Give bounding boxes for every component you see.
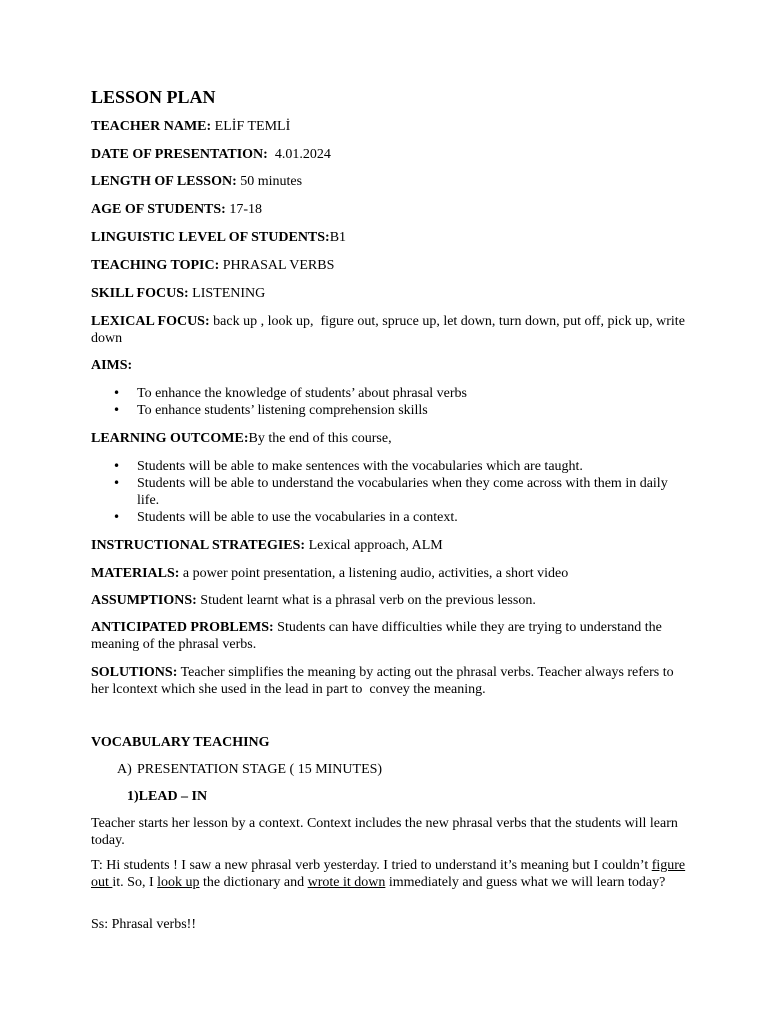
list-item: • Students will be able to make sentences with the vocabularies which are taught. xyxy=(91,458,688,475)
date-value: 4.01.2024 xyxy=(267,147,331,162)
solutions-label: SOLUTIONS: xyxy=(91,665,178,680)
date-row xyxy=(91,146,688,163)
solutions-value: Teacher simplifies the meaning by acting out the phrasal verbs. Teacher always refers to her lcontext which she used in the lead in part to convey the meaning. xyxy=(91,665,678,697)
materials-row xyxy=(91,565,688,582)
materials-value: a power point presentation, a listening audio, activities, a short video xyxy=(179,566,569,581)
assumptions-value: Student learnt what is a phrasal verb on the previous lesson. xyxy=(196,593,536,608)
strategies-row xyxy=(91,537,688,554)
page-title: LESSON PLAN xyxy=(91,87,216,107)
phrase-look-up: look up xyxy=(157,875,200,890)
problems-label: ANTICIPATED PROBLEMS: xyxy=(91,620,274,635)
phrase-wrote-it-down: wrote it down xyxy=(307,875,386,890)
list-item: • Students will be able to understand the vocabularies when they come across with them in daily life. xyxy=(91,475,688,509)
age-label: AGE OF STUDENTS: xyxy=(91,202,226,217)
lexical-row xyxy=(91,313,688,347)
skill-row xyxy=(91,285,688,302)
topic-value: PHRASAL VERBS xyxy=(219,258,335,273)
stage-marker: A) xyxy=(117,762,132,777)
dialog-text: T: Hi students ! I saw a new phrasal verb yesterday. I tried to understand it’s meaning but I couldn’t xyxy=(91,858,652,873)
topic-label: TEACHING TOPIC: xyxy=(91,258,220,273)
dialog-text: the dictionary and xyxy=(199,875,308,890)
length-label: LENGTH OF LESSON: xyxy=(91,174,237,189)
date-label: DATE OF PRESENTATION: xyxy=(91,147,268,162)
aims-label: AIMS: xyxy=(91,358,133,373)
lead-in-heading: 1)LEAD – IN xyxy=(127,789,208,804)
outcome-value: By the end of this course, xyxy=(248,431,392,446)
vocabulary-teaching-heading: VOCABULARY TEACHING xyxy=(91,735,270,750)
outcome-row xyxy=(91,430,688,447)
list-item: • To enhance students’ listening comprehension skills xyxy=(91,402,688,419)
outcome-list xyxy=(91,458,688,526)
dialog-paragraph xyxy=(91,857,688,891)
list-item: • To enhance the knowledge of students’ about phrasal verbs xyxy=(91,385,688,402)
presentation-stage-heading xyxy=(117,761,688,778)
teacher-name-label: TEACHER NAME: xyxy=(91,119,212,134)
solutions-row xyxy=(91,664,688,698)
strategies-value: Lexical approach, ALM xyxy=(305,538,443,553)
materials-label: MATERIALS: xyxy=(91,566,180,581)
topic-row xyxy=(91,257,688,274)
list-item: • Students will be able to use the vocabularies in a context. xyxy=(91,509,688,526)
dialog-text: immediately and guess what we will learn today? xyxy=(385,875,666,890)
age-row xyxy=(91,201,688,218)
outcome-label: LEARNING OUTCOME: xyxy=(91,431,249,446)
skill-value: LISTENING xyxy=(188,286,266,301)
length-row xyxy=(91,173,688,190)
level-label: LINGUISTIC LEVEL OF STUDENTS: xyxy=(91,230,330,245)
lexical-value: back up , look up, figure out, spruce up, let down, turn down, put off, pick up, write down xyxy=(91,314,689,346)
intro-paragraph: Teacher starts her lesson by a context. Context includes the new phrasal verbs that the students will learn today. xyxy=(91,816,678,848)
assumptions-row xyxy=(91,592,688,609)
problems-row xyxy=(91,619,688,653)
teacher-name-value: ELİF TEMLİ xyxy=(211,119,291,134)
level-value: B1 xyxy=(329,230,347,245)
age-value: 17-18 xyxy=(225,202,263,217)
level-row xyxy=(91,229,688,246)
length-value: 50 minutes xyxy=(236,174,303,189)
aims-list xyxy=(91,385,688,419)
skill-label: SKILL FOCUS: xyxy=(91,286,189,301)
stage-text: PRESENTATION STAGE ( 15 MINUTES) xyxy=(137,762,383,777)
strategies-label: INSTRUCTIONAL STRATEGIES: xyxy=(91,538,306,553)
dialog-text: it. So, I xyxy=(112,875,158,890)
lexical-label: LEXICAL FOCUS: xyxy=(91,314,210,329)
assumptions-label: ASSUMPTIONS: xyxy=(91,593,197,608)
students-reply: Ss: Phrasal verbs!! xyxy=(91,917,196,932)
teacher-name-row xyxy=(91,118,688,135)
problems-value: Students can have difficulties while they are trying to understand the meaning of the phrasal verbs. xyxy=(91,620,662,652)
phrase-figure-out: figure out xyxy=(91,858,686,890)
